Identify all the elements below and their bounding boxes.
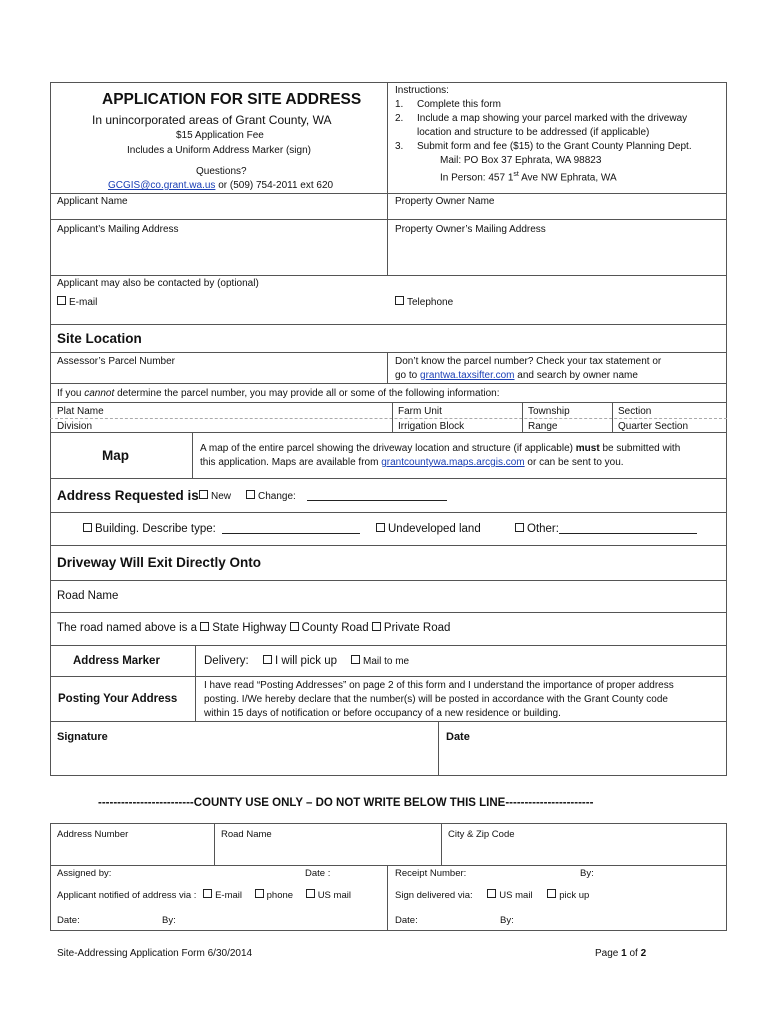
delivered-by-label: By: [500, 915, 514, 926]
instruction-text-2-cont: location and structure to be addressed (if applicable) [417, 127, 650, 138]
sign-pickup-checkbox[interactable] [547, 889, 556, 898]
instruction-num-3: 3. [395, 141, 404, 152]
form-title: APPLICATION FOR SITE ADDRESS [102, 91, 362, 108]
contact-line [108, 179, 333, 192]
pickup-option[interactable]: I will pick up [263, 654, 337, 668]
posting-line-3: within 15 days of notification or before occupancy of a new residence or building. [204, 708, 561, 719]
posting-line-1: I have read “Posting Addresses” on page 2 of this form and I understand the importance of proper address [204, 680, 674, 691]
site-location-heading: Site Location [57, 331, 142, 346]
notify-phone-checkbox[interactable] [255, 889, 264, 898]
farm-unit-label: Farm Unit [398, 406, 442, 417]
building-type-field[interactable] [222, 523, 360, 534]
applicant-mailing-label: Applicant’s Mailing Address [57, 224, 179, 235]
delivery-label: Delivery: [204, 655, 249, 667]
signature-label: Signature [57, 731, 108, 743]
notify-usmail-checkbox[interactable] [306, 889, 315, 898]
instruction-num-1: 1. [395, 99, 404, 110]
contact-phone: or (509) 754-2011 ext 620 [218, 180, 334, 191]
arcgis-link[interactable]: grantcountywa.maps.arcgis.com [381, 457, 525, 468]
instruction-text-3: Submit form and fee ($15) to the Grant County Planning Dept. [417, 141, 692, 152]
road-type-row: The road named above is a State Highway County Road Private Road [57, 622, 451, 634]
other-option[interactable]: Other: [515, 522, 697, 536]
sign-usmail-checkbox[interactable] [487, 889, 496, 898]
private-road-checkbox[interactable] [372, 622, 381, 631]
notified-via-row: Applicant notified of address via : E-mail phone US mail [57, 890, 351, 901]
signature-date-label: Date [446, 731, 470, 743]
other-field[interactable] [559, 523, 697, 534]
posting-line-2: posting. I/We hereby declare that the number(s) will be posted in accordance with the Grant County code [204, 694, 668, 705]
parcel-number-label: Assessor’s Parcel Number [57, 356, 176, 367]
mail-checkbox[interactable] [351, 655, 360, 664]
form-subtitle: In unincorporated areas of Grant County, WA [92, 113, 332, 127]
owner-name-label: Property Owner Name [395, 196, 495, 207]
receipt-number-label: Receipt Number: [395, 868, 467, 879]
instruction-text-1: Complete this form [417, 99, 501, 110]
parcel-help-2: go to grantwa.taxsifter.com and search by owner name [395, 370, 638, 381]
map-instructions-1: A map of the entire parcel showing the driveway location and structure (if applicable) must be submitted with [200, 443, 681, 454]
posting-label: Posting Your Address [58, 693, 178, 705]
cannot-determine-note: If you cannot determine the parcel number, you may provide all or some of the following information: [57, 388, 500, 399]
state-highway-checkbox[interactable] [200, 622, 209, 631]
email-checkbox[interactable] [57, 296, 66, 305]
instruction-text-2: Include a map showing your parcel marked with the driveway [417, 113, 688, 124]
building-checkbox[interactable] [83, 523, 92, 532]
building-option[interactable]: Building. Describe type: [83, 522, 360, 536]
change-option[interactable]: Change: [246, 490, 447, 503]
change-checkbox[interactable] [246, 490, 255, 499]
assigned-by-label: Assigned by: [57, 868, 112, 879]
division-label: Division [57, 421, 93, 432]
footer-form-name: Site-Addressing Application Form 6/30/2014 [57, 948, 253, 959]
instructions-heading: Instructions: [395, 85, 449, 96]
pickup-checkbox[interactable] [263, 655, 272, 664]
city-zip-label: City & Zip Code [448, 829, 515, 840]
address-marker-label: Address Marker [73, 655, 160, 667]
other-checkbox[interactable] [515, 523, 524, 532]
application-fee: $15 Application Fee [176, 130, 264, 141]
receipt-by-label: By: [580, 868, 594, 879]
county-use-table [50, 823, 727, 931]
notify-email-checkbox[interactable] [203, 889, 212, 898]
new-option[interactable]: New [199, 490, 231, 503]
contact-optional-label: Applicant may also be contacted by (optional) [57, 278, 259, 289]
irrigation-block-label: Irrigation Block [398, 421, 465, 432]
contact-telephone-option[interactable]: Telephone [395, 296, 453, 309]
undeveloped-option[interactable]: Undeveloped land [376, 522, 481, 536]
new-checkbox[interactable] [199, 490, 208, 499]
contact-email-link[interactable]: GCGIS@co.grant.wa.us [108, 180, 216, 191]
mail-address: Mail: PO Box 37 Ephrata, WA 98823 [440, 155, 602, 166]
taxsifter-link[interactable]: grantwa.taxsifter.com [420, 370, 515, 381]
mail-option[interactable]: Mail to me [351, 655, 409, 668]
map-instructions-2: this application. Maps are available from grantcountywa.maps.arcgis.com or can be sent to you. [200, 457, 624, 468]
marker-note: Includes a Uniform Address Marker (sign) [127, 145, 311, 156]
applicant-name-label: Applicant Name [57, 196, 128, 207]
address-number-label: Address Number [57, 829, 129, 840]
county-road-name-label: Road Name [221, 829, 272, 840]
parcel-help-1: Don’t know the parcel number? Check your tax statement or [395, 356, 662, 367]
township-label: Township [528, 406, 570, 417]
address-requested-label: Address Requested is [57, 488, 199, 503]
quarter-section-label: Quarter Section [618, 421, 689, 432]
county-use-banner: -------------------------COUNTY USE ONLY – DO NOT WRITE BELOW THIS LINE----------------------- [98, 797, 594, 809]
footer-page-number: Page 1 of 2 [595, 948, 647, 959]
assigned-date-label: Date : [305, 868, 331, 879]
delivered-date-label: Date: [395, 915, 418, 926]
notified-by-label: By: [162, 915, 176, 926]
section-label: Section [618, 406, 652, 417]
road-name-label: Road Name [57, 590, 119, 602]
telephone-checkbox[interactable] [395, 296, 404, 305]
in-person-address: In Person: 457 1st Ave NW Ephrata, WA [440, 171, 617, 184]
questions-label: Questions? [196, 166, 247, 177]
county-road-checkbox[interactable] [290, 622, 299, 631]
instruction-num-2: 2. [395, 113, 404, 124]
driveway-heading: Driveway Will Exit Directly Onto [57, 555, 261, 570]
contact-email-option[interactable]: E-mail [57, 296, 97, 309]
plat-name-label: Plat Name [57, 406, 104, 417]
owner-mailing-label: Property Owner’s Mailing Address [395, 224, 546, 235]
header-divider [387, 82, 388, 275]
range-label: Range [528, 421, 558, 432]
notified-date-label: Date: [57, 915, 80, 926]
undeveloped-checkbox[interactable] [376, 523, 385, 532]
sign-delivered-row: Sign delivered via: US mail pick up [395, 890, 590, 901]
change-field[interactable] [307, 490, 447, 501]
map-label: Map [102, 448, 129, 463]
